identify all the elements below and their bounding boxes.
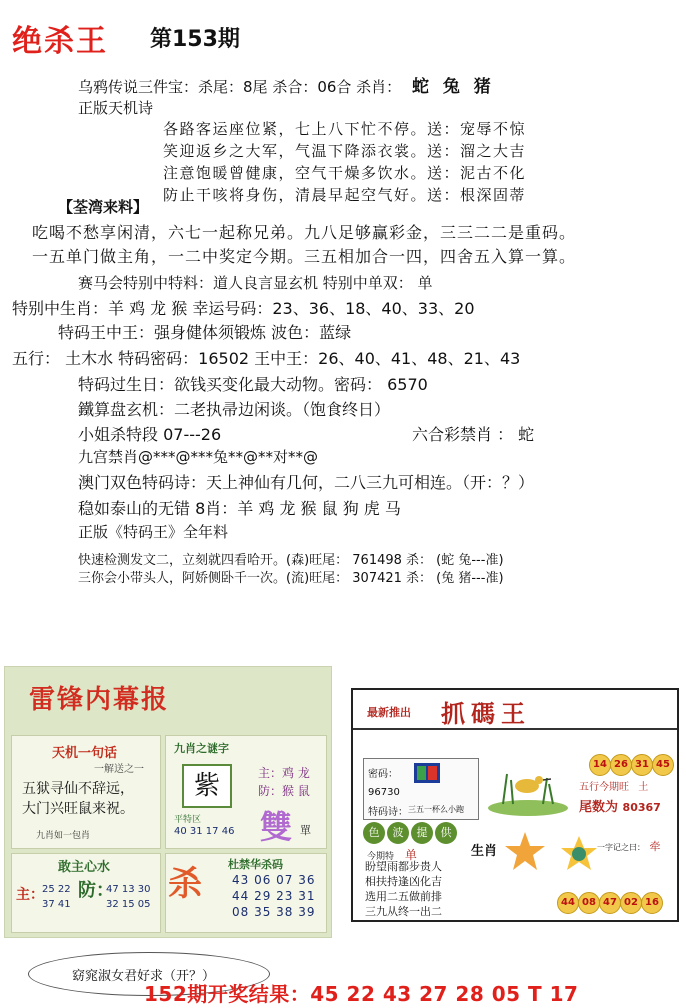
jiuxiao-label: 九肖之谜字 [174, 742, 229, 755]
kuaisu-line: 三你会小带头人，阿娇侧卧千一次。(流)旺尾： 307421 杀： (兔 猪---准) [78, 571, 504, 586]
kuaisu-line: 快速检测发文二，立刻就四看哈开。(森)旺尾： 761498 杀： (蛇 兔---准) [78, 553, 504, 568]
side-value: 牵 [649, 840, 661, 853]
tema-label: 特码诗： [368, 807, 408, 818]
zhuamawang-header [353, 690, 677, 730]
zodiac-picture [499, 828, 607, 884]
xinshui-box [11, 853, 161, 933]
shamen-numbers [232, 872, 316, 920]
num-row: 43 06 07 36 [232, 873, 316, 887]
draw-result: 152期开奖结果：45 22 43 27 28 05 T 17 [144, 982, 579, 1006]
number-ball: 16 [641, 892, 663, 914]
tianji-line: 五狱寻仙不辞远， [22, 781, 134, 797]
quanwan-line: 一五单门做主角，一二中奖定今期。三五相加合一四，四舍五入算一算。 [32, 247, 577, 266]
weishu-label [579, 796, 661, 815]
zhuama-poem-line: 三九从终一出二 [365, 905, 442, 918]
number-ball: 44 [557, 892, 579, 914]
poem-line: 注意饱暖曾健康，空气干燥多饮水。送：泥古不化 [163, 164, 527, 182]
xinshui-label: 敢主心水 [58, 860, 111, 875]
poem-line: 笑迎返乡之大军，气温下降添衣裳。送：溜之大吉 [163, 142, 527, 160]
weishu-text: 尾数为 [579, 800, 619, 815]
fang-prefix: 防： [258, 784, 283, 798]
xiaojie-line: 小姐杀特段 07---26 [78, 425, 222, 444]
aomen-line: 澳门双色特码诗：天上神仙有几何，二八三九可相连。（开：？） [78, 473, 535, 492]
zhengban-shi-label: 正版天机诗 [78, 99, 154, 117]
leifeng-title: 雷锋内幕报 [29, 685, 170, 715]
mima-label: 密码： [368, 769, 398, 780]
wuxing-label [579, 778, 648, 793]
riddle-text: 窈窕淑女君好求（开？） [72, 969, 216, 984]
tianji-line: 大门兴旺鼠来祝。 [22, 801, 134, 817]
number-ball: 31 [631, 754, 653, 776]
pingte-label: 平特区 [174, 815, 202, 825]
poem-line: 防止干咳将身伤，清晨早起空气好。送：根深固蒂 [163, 186, 527, 204]
zhuama-poem-line: 选用二五做前排 [365, 890, 442, 903]
wuxing-line: 五行： 土木水 特码密码：16502 王中王：26、40、41、48、21、43 [12, 349, 521, 368]
bird-icon [483, 754, 573, 818]
leifeng-panel [4, 666, 332, 938]
tag-ball: 供 [435, 822, 457, 844]
weishu-value: 80367 [622, 801, 661, 814]
zhu2-numbers [42, 882, 71, 912]
tianji-sub: 一解送之一 [94, 764, 144, 775]
num-row: 32 15 05 [106, 899, 151, 910]
saima-line: 赛马会特别中特料：道人良言显玄机 特别中单双： 单 [78, 274, 433, 292]
tag-ball: 色 [363, 822, 385, 844]
mima-box [363, 758, 479, 820]
quannian-line: 正版《特码王》全年料 [78, 523, 229, 541]
num-row: 47 13 30 [106, 884, 151, 895]
quanwan-label: 【荃湾来料】 [58, 198, 149, 216]
zhu2-label: 主： [16, 887, 44, 903]
dan-char: 單 [300, 824, 311, 837]
pingte-numbers: 40 31 17 46 [174, 826, 235, 837]
fang-label [258, 782, 310, 799]
num-row: 08 35 38 39 [232, 905, 316, 919]
jiugong-line: 九宫禁肖@***@***兔**@**对**@ [78, 448, 319, 466]
number-ball: 47 [599, 892, 621, 914]
shengxiao-label: 生肖 [471, 844, 498, 859]
side-label [597, 838, 661, 854]
logo-green-icon [417, 766, 426, 780]
tianji-foot: 九肖如一包肖 [36, 831, 91, 841]
number-ball: 14 [589, 754, 611, 776]
tag-ball: 提 [411, 822, 433, 844]
number-ball: 02 [620, 892, 642, 914]
number-ball: 45 [652, 754, 674, 776]
wuxing-box [579, 776, 673, 820]
temawang-line: 特码王中王：强身健体须锻炼 波色：蓝绿 [58, 323, 352, 342]
zhuamawang-title: 抓碼王 [441, 699, 531, 728]
issue-number: 第153期 [150, 27, 240, 52]
tiesuan-line: 鐵算盘玄机：二老执帚边闲谈。（饱食终日） [78, 400, 391, 419]
mima-value: 96730 [368, 787, 400, 798]
logo-red-icon [428, 766, 437, 780]
liuhe-jinxiao-line: 六合彩禁肖 ： 蛇 [412, 425, 535, 444]
quanwan-line: 吃喝不愁享闲清，六七一起称兄弟。九八足够赢彩金，三三二二是重码。 [32, 223, 577, 242]
num-row: 25 22 [42, 884, 71, 895]
tianji-label: 天机一句话 [52, 746, 118, 761]
zhu-label [258, 764, 310, 781]
wuya-text: 乌鸦传说三件宝：杀尾：8尾 杀合：06合 杀肖： [78, 78, 402, 96]
fang2-numbers [106, 882, 151, 912]
zuixin-tag: 最新推出 [367, 706, 411, 719]
zhu-value: 鸡 龙 [282, 766, 310, 780]
shuang-char: 雙 [260, 808, 293, 846]
fang2-label: 防： [78, 880, 114, 901]
zhu-prefix: 主： [258, 766, 283, 780]
sha-char: 杀 [168, 864, 202, 904]
num-row: 37 41 [42, 899, 71, 910]
shamen-label: 杜禁华杀码 [228, 858, 283, 871]
brand-title: 绝杀王 [12, 24, 108, 59]
teguo-line: 特码过生日：欲钱买变化最大动物。密码： 6570 [78, 375, 428, 394]
zhuamawang-panel [351, 688, 679, 922]
wenru-line: 稳如泰山的无错 8肖：羊 鸡 龙 猴 鼠 狗 虎 马 [78, 499, 401, 518]
tianji-box [11, 735, 161, 849]
number-ball: 26 [610, 754, 632, 776]
poem-line: 各路客运座位紧，七上八下忙不停。送：宠辱不惊 [163, 120, 527, 138]
bird-picture [483, 754, 573, 818]
jinqi-text: 今期特 [367, 852, 395, 862]
shamen-box [165, 853, 327, 933]
jiuxiao-char: 紫 [182, 764, 232, 808]
num-row: 44 29 23 31 [232, 889, 316, 903]
jiuxiao-box [165, 735, 327, 849]
tebie-shengxiao-line: 特别中生肖：羊 鸡 龙 猴 幸运号码：23、36、18、40、33、20 [12, 299, 475, 318]
zhuama-poem-line: 相扶持逢凶化吉 [365, 875, 442, 888]
jinqi-value: 单 [404, 848, 417, 862]
wuxing-value: 土 [638, 782, 649, 793]
zhuama-poem-line: 盼望雨都步贵人 [365, 860, 442, 873]
wuya-line [78, 72, 495, 97]
tema-value: 三五一杯么小跑 [408, 805, 464, 814]
wuya-zodiac: 蛇 兔 猪 [411, 77, 495, 97]
number-ball: 08 [578, 892, 600, 914]
fang-value: 猴 鼠 [282, 784, 310, 798]
tag-ball: 波 [387, 822, 409, 844]
logo-icon [414, 763, 440, 783]
zodiac-icon [499, 828, 607, 884]
wuxing-text: 五行今期旺 [579, 782, 629, 793]
side-text: 一字记之曰： [597, 843, 645, 852]
